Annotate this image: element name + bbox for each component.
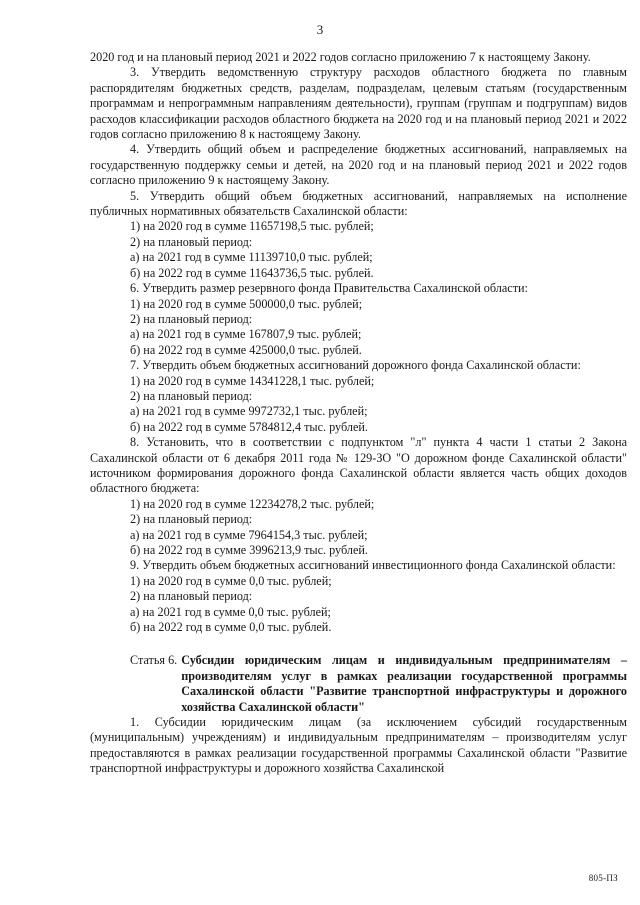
- list-item: а) на 2021 год в сумме 0,0 тыс. рублей;: [130, 604, 331, 619]
- list-item: б) на 2022 год в сумме 3996213,9 тыс. рублей.: [130, 543, 368, 557]
- list-item: 1) на 2020 год в сумме 0,0 тыс. рублей;: [130, 573, 332, 588]
- paragraph-5: 5. Утвердить общий объем бюджетных ассигнований, направляемых на исполнение публичных нормативных обязательств Сахалинской области:: [90, 188, 627, 219]
- paragraph-9: 9. Утвердить объем бюджетных ассигнований инвестиционного фонда Сахалинской области:: [130, 558, 616, 573]
- list-item: 1) на 2020 год в сумме 11657198,5 тыс. рублей;: [130, 219, 374, 234]
- paragraph-3: 3. Утвердить ведомственную структуру расходов областного бюджета по главным распорядителям бюджетных средств, разделам, подразделам, целевым статьям (государственным программам и непрограммным направлениям деятельности), группам (группам и подгруппам) видов расходов классификации расходов областного бюджета на 2020 год и на плановый период 2021 и 2022 годов согласно приложению 8 к настоящему Закону.: [90, 65, 627, 142]
- paragraph-7: 7. Утвердить объем бюджетных ассигнований дорожного фонда Сахалинской области:: [130, 358, 581, 373]
- list-item: 1) на 2020 год в сумме 12234278,2 тыс. рублей;: [130, 496, 375, 511]
- article-6-paragraph-1: 1. Субсидии юридическим лицам (за исключением субсидий государственным (муниципальным) учреждениям) и индивидуальным предпринимателям – производителям услуг предоставляются в рамках реализации государственной программы Сахалинской области "Развитие транспортной инфраструктуры и дорожного хозяйства Сахалинской: [90, 715, 627, 776]
- list-item: 2) на плановый период:: [130, 311, 253, 326]
- list-item: б) на 2022 год в сумме 425000,0 тыс. рублей.: [130, 342, 362, 357]
- paragraph-continuation: 2020 год и на плановый период 2021 и 2022 годов согласно приложению 7 к настоящему Закону.: [90, 50, 591, 64]
- list-item: б) на 2022 год в сумме 11643736,5 тыс. рублей.: [130, 265, 374, 280]
- article-title: Субсидии юридическим лицам и индивидуальным предпринимателям – производителям услуг в рамках реализации государственной программы Сахалинской области "Развитие транспортной инфраструктуры и дорожного хозяйства Сахалинской области": [181, 653, 627, 714]
- list-item: 2) на плановый период:: [130, 512, 253, 527]
- paragraph-8: 8. Установить, что в соответствии с подпунктом "л" пункта 4 части 1 статьи 2 Закона Сахалинской области от 6 декабря 2011 года № 129-ЗО "О дорожном фонде Сахалинской области" источником формирования дорожного фонда Сахалинской области является часть общих доходов областного бюджета:: [90, 435, 627, 496]
- article-6-heading: [90, 653, 627, 715]
- list-item: а) на 2021 год в сумме 7964154,3 тыс. рублей;: [130, 527, 368, 542]
- list-item: 2) на плановый период:: [130, 589, 253, 604]
- list-item: а) на 2021 год в сумме 167807,9 тыс. рублей;: [130, 327, 362, 342]
- list-item: 2) на плановый период:: [130, 388, 253, 403]
- article-number: Статья 6.: [130, 653, 178, 668]
- list-item: а) на 2021 год в сумме 11139710,0 тыс. рублей;: [130, 250, 373, 265]
- paragraph-6: 6. Утвердить размер резервного фонда Правительства Сахалинской области:: [130, 281, 528, 296]
- list-item: б) на 2022 год в сумме 5784812,4 тыс. рублей.: [130, 419, 368, 434]
- list-item: 1) на 2020 год в сумме 500000,0 тыс. рублей;: [130, 296, 363, 311]
- paragraph-4: 4. Утвердить общий объем и распределение бюджетных ассигнований, направляемых на государственную поддержку семьи и детей, на 2020 год и на плановый период 2021 и 2022 годов согласно приложению 9 к настоящему Закону.: [90, 142, 627, 188]
- document-body: [90, 50, 627, 777]
- page-number: 3: [316, 22, 324, 37]
- list-item: 2) на плановый период:: [130, 234, 253, 249]
- list-item: 1) на 2020 год в сумме 14341228,1 тыс. рублей;: [130, 373, 375, 388]
- list-item: б) на 2022 год в сумме 0,0 тыс. рублей.: [130, 620, 332, 635]
- list-item: а) на 2021 год в сумме 9972732,1 тыс. рублей;: [130, 404, 368, 419]
- document-code: 805-ПЗ: [588, 873, 618, 883]
